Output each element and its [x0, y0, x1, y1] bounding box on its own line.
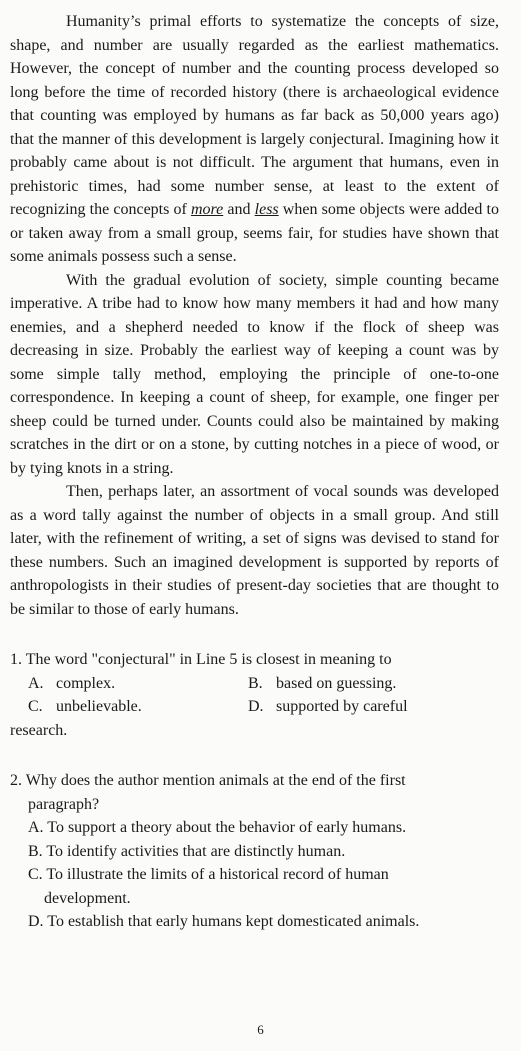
question-2-option-c-continued: development. — [44, 889, 131, 907]
question-1-option-b[interactable] — [248, 672, 499, 696]
option-text: To establish that early humans kept domesticated animals. — [47, 913, 420, 930]
question-1-option-d-continued: research. — [10, 721, 68, 739]
question-2-option-c[interactable] — [10, 863, 499, 887]
question-1-options — [10, 672, 499, 719]
option-label: C. — [28, 866, 43, 883]
option-label: D. — [28, 913, 44, 930]
question-2-option-d[interactable] — [10, 910, 499, 934]
paragraph-1-text: Humanity’s primal efforts to systematize the concepts of size, shape, and number are usually regarded as the earliest mathematics. However, the concept of number and the counting process developed so long before the time of recorded history (there is archaeological evidence that counting was employed by humans as far back as 50,000 years ago) that the manner of this development is largely conjectural. Imagining how it probably came about is not difficult. The argument that humans, even in prehistoric times, had some number sense, at least to the extent of recognizing the concepts of — [10, 13, 499, 218]
question-2-option-b[interactable] — [10, 840, 499, 864]
option-text: unbelievable. — [56, 698, 142, 715]
option-label: A. — [28, 819, 44, 836]
option-label: B. — [28, 842, 43, 860]
option-label: B. — [248, 674, 263, 692]
option-text: To illustrate the limits of a historical record of human — [46, 866, 389, 883]
option-text: To support a theory about the behavior of early humans. — [47, 819, 407, 836]
paragraph-3: Then, perhaps later, an assortment of vocal sounds was developed as a word tally against the number of objects in a small group. And still later, with the refinement of writing, a set of signs was devised to stand for these numbers. Such an imagined development is supported by reports of anthropologists in their studies of present-day societies that are thought to be similar to those of early humans. — [10, 483, 499, 618]
question-1-option-a[interactable] — [10, 672, 248, 696]
option-label: C. — [28, 698, 43, 715]
keyword-less: less — [254, 201, 279, 218]
option-text: supported by careful — [276, 698, 408, 715]
page-number: 6 — [257, 1022, 264, 1037]
question-1-option-c[interactable] — [10, 695, 248, 719]
keyword-more: more — [190, 201, 224, 218]
question-2-stem: 2. Why does the author mention animals at the end of the first — [10, 772, 406, 789]
option-text: based on guessing. — [276, 674, 397, 692]
option-text: To identify activities that are distinctly human. — [46, 842, 346, 860]
paragraph-2: With the gradual evolution of society, simple counting became imperative. A tribe had to know how many members it had and how many enemies, and a shepherd needed to know if the flock of sheep was decreasing in size. Probably the earliest way of keeping a count was by some simple tally method, employing the principle of one-to-one correspondence. In keeping a count of sheep, for example, one finger per sheep could be turned under. Counts could also be maintained by making scratches in the dirt or on a stone, by cutting notches in a piece of wood, or by tying knots in a string. — [10, 271, 499, 477]
paragraph-1-conjunction: and — [223, 201, 255, 218]
option-label: D. — [248, 698, 264, 715]
question-2-option-a[interactable] — [10, 816, 499, 840]
question-2-stem-continued: paragraph? — [28, 795, 100, 813]
question-1 — [10, 648, 499, 742]
reading-passage — [10, 10, 499, 621]
question-1-stem: 1. The word "conjectural" in Line 5 is closest in meaning to — [10, 651, 392, 668]
question-2 — [10, 769, 499, 934]
option-text: complex. — [56, 674, 116, 692]
paragraph-1-text-end: when some objects were added to or taken away from a small group, seems fair, for studies have shown that some animals possess such a sense. — [10, 201, 499, 265]
option-label: A. — [28, 674, 44, 692]
paragraph-1 — [10, 10, 499, 269]
question-1-option-d[interactable] — [248, 695, 499, 719]
